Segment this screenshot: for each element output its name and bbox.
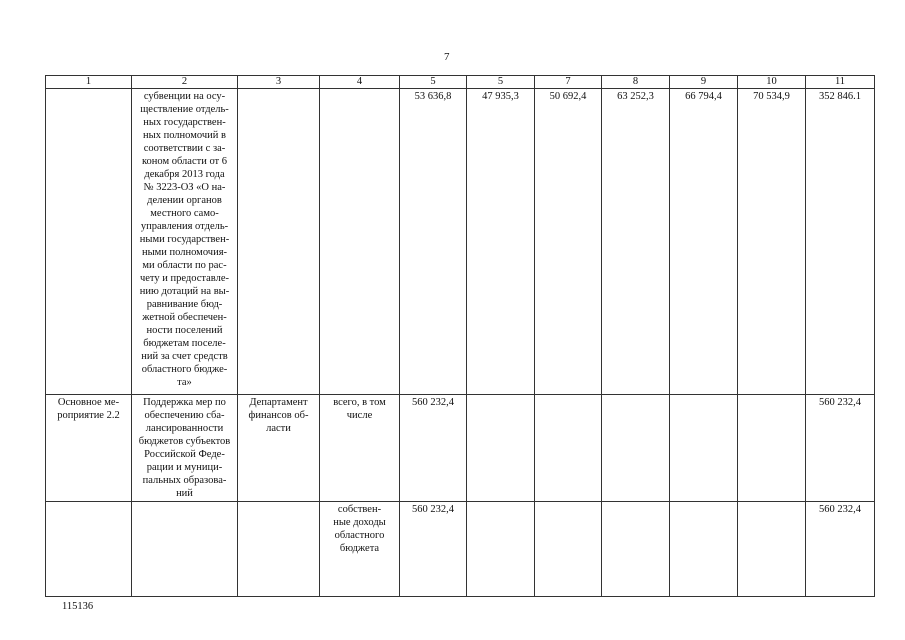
table-cell: Департамент финансов об- ласти	[238, 395, 320, 502]
table-cell	[670, 502, 738, 597]
header-cell: 5	[400, 76, 467, 89]
table-cell	[602, 502, 670, 597]
table-cell	[238, 89, 320, 395]
table-cell: собствен- ные доходы областного бюджета	[320, 502, 400, 597]
table-cell: 560 232,4	[400, 395, 467, 502]
table-cell: 560 232,4	[806, 502, 875, 597]
table-cell: 50 692,4	[535, 89, 602, 395]
page-number: 7	[444, 51, 450, 63]
header-cell: 2	[132, 76, 238, 89]
table-cell	[602, 395, 670, 502]
header-cell: 5	[467, 76, 535, 89]
table-row	[46, 502, 875, 597]
document-code: 115136	[62, 601, 94, 612]
table-cell: Основное ме- роприятие 2.2	[46, 395, 132, 502]
table-header-row	[46, 76, 875, 89]
table-row	[46, 395, 875, 502]
table-cell	[738, 395, 806, 502]
header-cell: 1	[46, 76, 132, 89]
table-cell	[670, 395, 738, 502]
table-cell: 352 846.1	[806, 89, 875, 395]
budget-table	[45, 75, 875, 597]
table-cell	[238, 502, 320, 597]
table-cell	[535, 395, 602, 502]
table-cell	[535, 502, 602, 597]
table-row	[46, 89, 875, 395]
table-cell: 560 232,4	[806, 395, 875, 502]
header-cell: 4	[320, 76, 400, 89]
table-cell	[132, 502, 238, 597]
header-cell: 11	[806, 76, 875, 89]
table-cell: 47 935,3	[467, 89, 535, 395]
table-cell: 560 232,4	[400, 502, 467, 597]
table-cell: 66 794,4	[670, 89, 738, 395]
header-cell: 7	[535, 76, 602, 89]
table-cell	[738, 502, 806, 597]
table-cell: 70 534,9	[738, 89, 806, 395]
table-cell: 53 636,8	[400, 89, 467, 395]
table-cell: субвенции на осу- ществление отдель- ных государствен- ных полномочий в соответствии с за- коном области от 6 декабря 2013 года № 3223-ОЗ «О на- делении органов местного само- управления отдель- ными государствен- ными полномочия- ми области по рас- чету и предоставле- нию дотаций на вы- равнивание бюд- жетной обеспечен- ности поселений бюджетам поселе- ний за счет средств областного бюдже- та»	[132, 89, 238, 395]
table-cell: 63 252,3	[602, 89, 670, 395]
table-cell: Поддержка мер по обеспечению сба- лансированности бюджетов субъектов Российской Феде- рации и муници- пальных образова- ний	[132, 395, 238, 502]
header-cell: 10	[738, 76, 806, 89]
header-cell: 3	[238, 76, 320, 89]
header-cell: 8	[602, 76, 670, 89]
table-cell	[46, 89, 132, 395]
table-cell	[467, 395, 535, 502]
table-cell: всего, в том числе	[320, 395, 400, 502]
table-cell	[46, 502, 132, 597]
table-cell	[467, 502, 535, 597]
table-cell	[320, 89, 400, 395]
header-cell: 9	[670, 76, 738, 89]
